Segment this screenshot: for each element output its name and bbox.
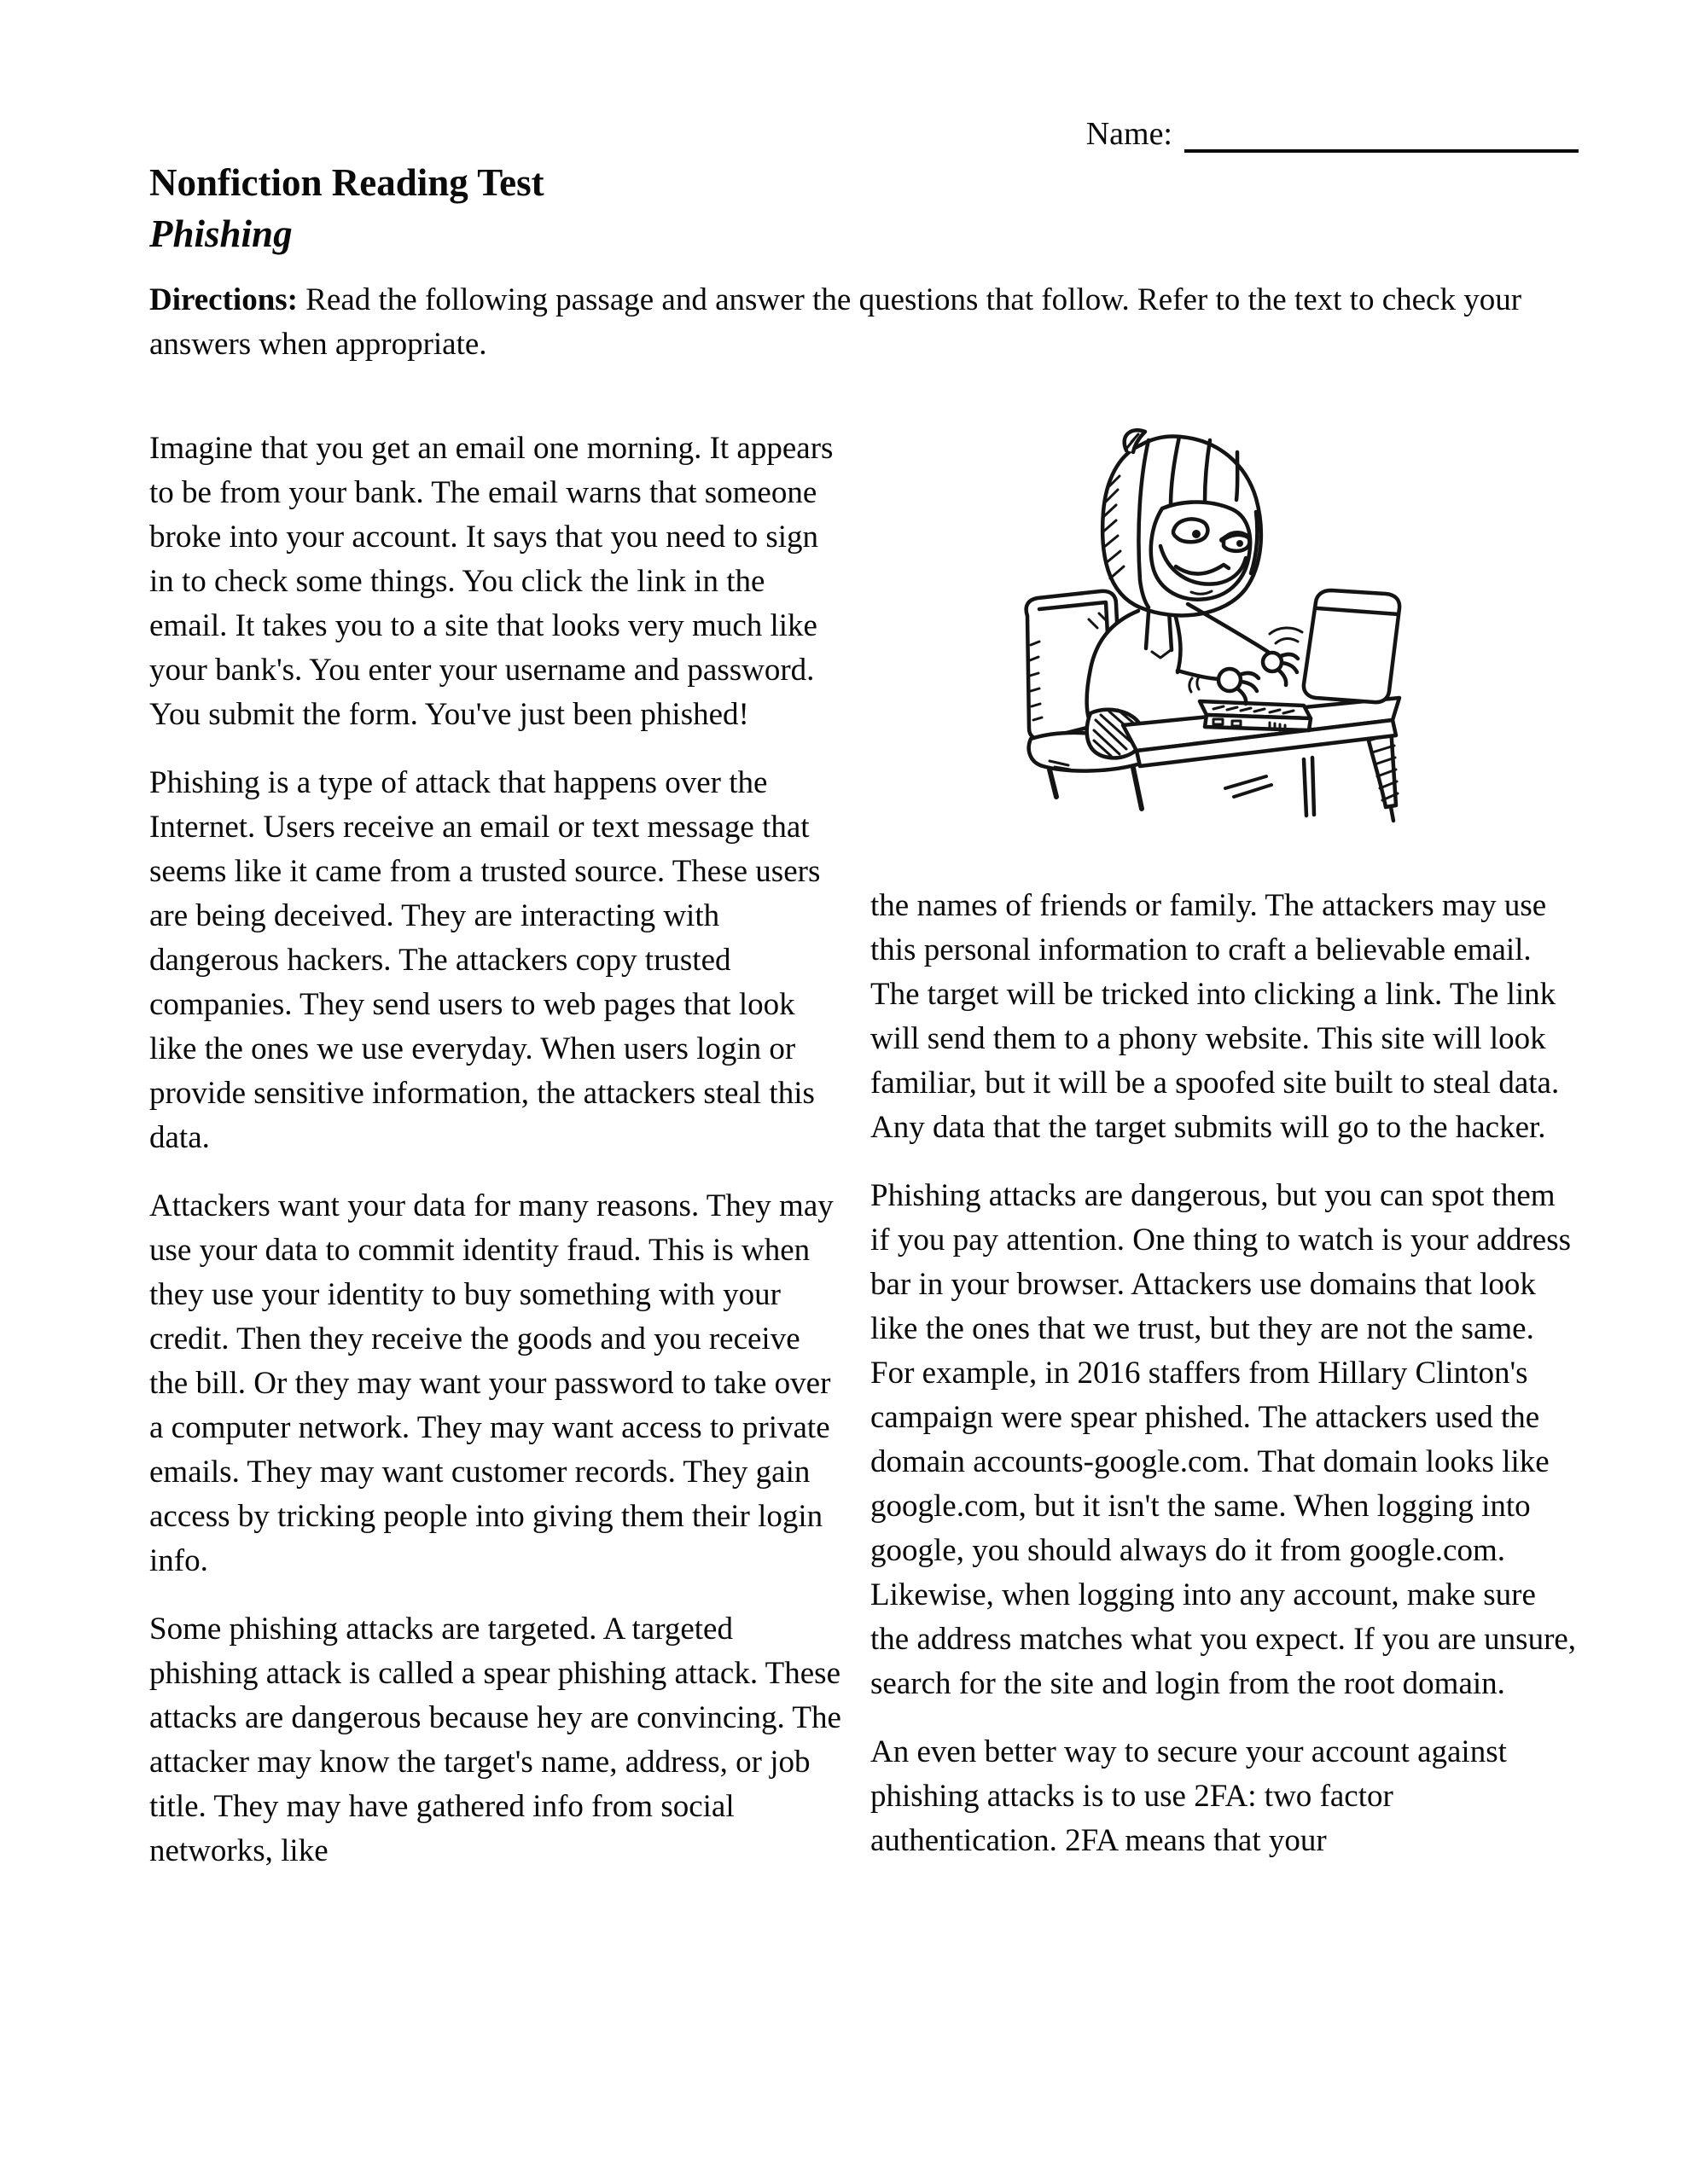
passage <box>149 427 1579 1897</box>
spider-hand-right <box>1263 628 1302 685</box>
laptop-base <box>1205 715 1311 730</box>
page-title: Nonfiction Reading Test <box>149 161 544 204</box>
paragraph: Phishing is a type of attack that happens over the Internet. Users receive an email or text message that seems like it came from a trusted source. These users are being deceived. They are interacting with dangerous hackers. The attackers copy trusted companies. They send users to web pages that look like the ones we use everyday. When users login or provide sensitive information, the attackers steal this data. <box>149 765 821 1155</box>
directions-text: Read the following passage and answer the questions that follow. Refer to the text to check your answers when appropriate. <box>149 282 1522 362</box>
name-row <box>149 115 1579 153</box>
paragraph: the names of friends or family. The attackers may use this personal information to craft a believable email. The target will be tricked into clicking a link. The link will send them to a phony website. This site will look familiar, but it will be a spoofed site built to steal data. Any data that the target submits will go to the hacker. <box>870 888 1560 1145</box>
paragraph: An even better way to secure your account against phishing attacks is to use 2FA: two factor authentication. 2FA means that your <box>870 1734 1507 1858</box>
directions-label: Directions: <box>149 282 298 317</box>
name-label: Name: <box>1085 116 1172 152</box>
directions <box>149 278 1566 367</box>
motion-arcs <box>1270 628 1302 643</box>
name-line <box>1184 119 1579 153</box>
hacker-head <box>1102 430 1261 615</box>
spider-hand-left <box>1189 669 1259 704</box>
page-subtitle: Phishing <box>149 212 293 255</box>
passage-column-left <box>149 427 845 1897</box>
passage-column-right <box>870 427 1579 1897</box>
floor-marks <box>1225 776 1271 797</box>
paragraph: Phishing attacks are dangerous, but you can spot them if you pay attention. One thing to watch is your address bar in your browser. Attackers use domains that look like the ones that we trust, but they are not the same. For example, in 2016 staffers from Hillary Clinton's campaign were spear phished. The attackers used the domain accounts-google.com. That domain looks like google.com, but it isn't the same. When logging into google, you should always do it from google.com. Likewise, when logging into any account, make sure the address matches what you expect. If you are unsure, search for the site and login from the root domain. <box>870 1178 1577 1701</box>
paragraph: Attackers want your data for many reasons. They may use your data to commit identity fraud. This is when they use your identity to buy something with your credit. Then they receive the goods and you receive the bill. Or they may want your password to take over a computer network. They may want access to private emails. They may want customer records. They gain access by tricking people into giving them their login info. <box>149 1188 834 1578</box>
paragraph: Imagine that you get an email one morning. It appears to be from your bank. The email warns that someone broke into your account. It says that you need to sign in to check some things. You click the link in the email. It takes you to a site that looks very much like your bank's. You enter your username and password. You submit the form. You've just been phished! <box>149 431 834 732</box>
hacker-illustration <box>981 427 1579 853</box>
paragraph: Some phishing attacks are targeted. A targeted phishing attack is called a spear phishing attack. These attacks are dangerous because hey are convincing. The attacker may know the target's name, address, or job title. They may have gathered info from social networks, like <box>149 1612 841 1868</box>
